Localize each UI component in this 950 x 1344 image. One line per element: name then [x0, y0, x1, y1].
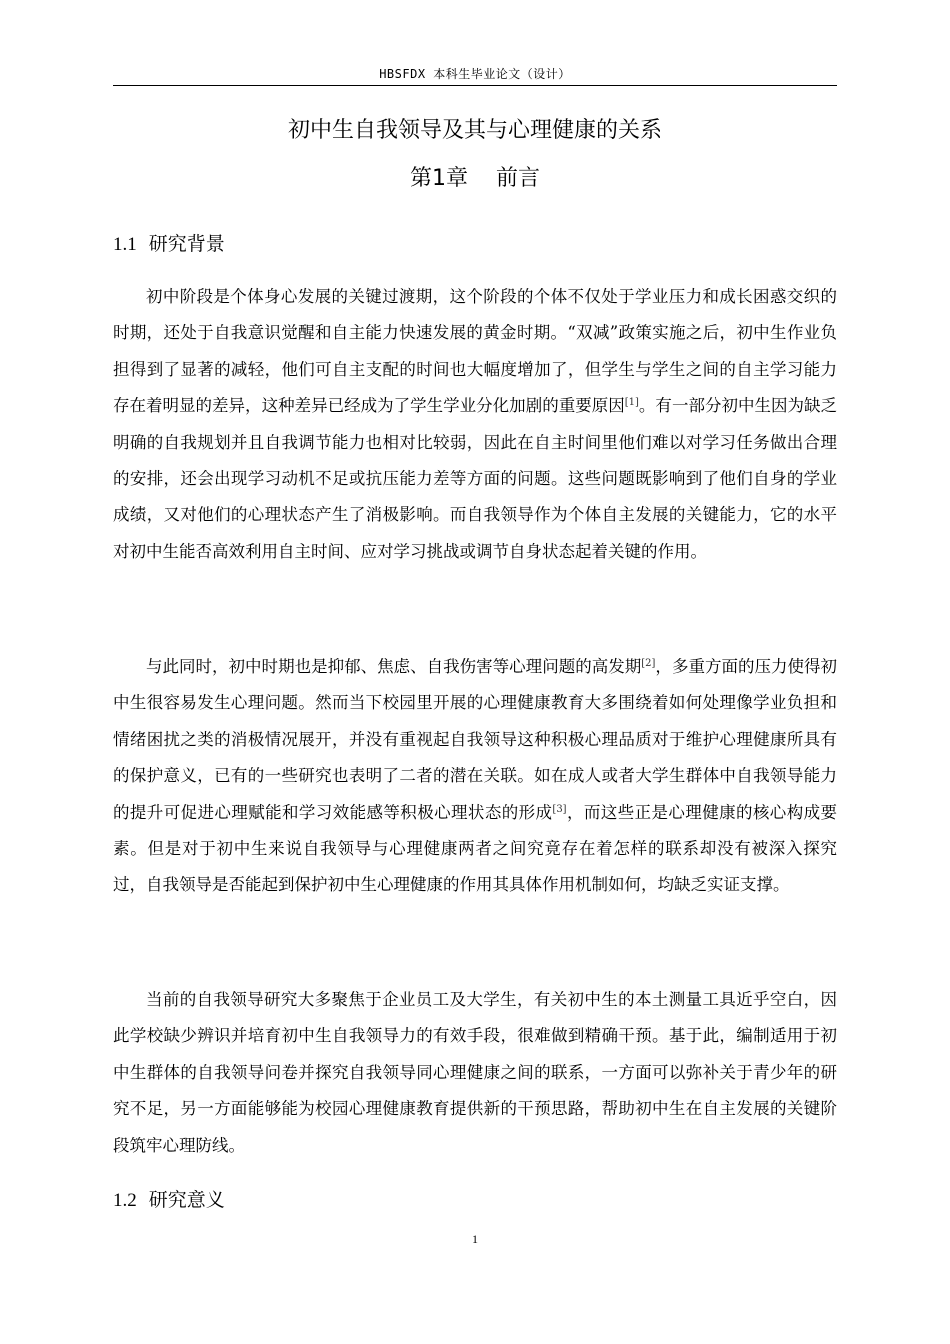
paragraph-2 — [113, 649, 837, 904]
section-title: 研究意义 — [148, 1189, 225, 1211]
section-number: 1.1 — [113, 234, 137, 255]
running-header: HBSFDX 本科生毕业论文（设计） — [379, 67, 571, 81]
chapter-number: 第1章 — [410, 166, 468, 191]
paragraph-text: 。有一部分初中生因为缺乏明确的自我规划并且自我调节能力也相对比较弱，因此在自主时间里他们难以对学习任务做出合理的安排，还会出现学习动机不足或抗压能力差等方面的问题。这些问题既影响到了他们自身的学业成绩，又对他们的心理状态产生了消极影响。而自我领导作为个体自主发展的关键能力，它的水平对初中生能否高效利用自主时间、应对学习挑战或调节自身状态起着关键的作用。 — [113, 396, 838, 561]
chapter-name: 前言 — [495, 166, 540, 191]
header-rule — [113, 85, 837, 86]
paragraph-1 — [113, 279, 837, 570]
paragraph-text: 与此同时，初中时期也是抑郁、焦虑、自我伤害等心理问题的高发期 — [146, 657, 642, 676]
page-number: 1 — [472, 1232, 478, 1246]
citation-3[interactable]: [3] — [552, 803, 567, 815]
paragraph-text: ，而这些正是心理健康的核心构成要素。但是对于初中生来说自我领导与心理健康两者之间究竟存在着怎样的联系却没有被深入探究过，自我领导是否能起到保护初中生心理健康的作用其具体作用机制如何，均缺乏实证支撑。 — [113, 802, 838, 895]
paragraph-3: 当前的自我领导研究大多聚焦于企业员工及大学生，有关初中生的本土测量工具近乎空白，因此学校缺少辨识并培育初中生自我领导力的有效手段，很难做到精确干预。基于此，编制适用于初中生群体的自我领导问卷并探究自我领导同心理健康之间的联系，一方面可以弥补关于青少年的研究不足，另一方面能够能为校园心理健康教育提供新的干预思路，帮助初中生在自主发展的关键阶段筑牢心理防线。 — [113, 990, 837, 1155]
citation-1[interactable]: [1] — [624, 397, 639, 409]
paragraph-text: ，多重方面的压力使得初中生很容易发生心理问题。然而当下校园里开展的心理健康教育大多围绕着如何处理像学业负担和情绪困扰之类的消极情况展开，并没有重视起自我领导这种积极心理品质对于维护心理健康所具有的保护意义，已有的一些研究也表明了二者的潜在关联。如在成人或者大学生群体中自我领导能力的提升可促进心理赋能和学习效能感等积极心理状态的形成 — [113, 657, 838, 822]
section-heading-1-2 — [113, 1187, 225, 1214]
section-number: 1.2 — [113, 1190, 137, 1211]
paragraph-text: 初中阶段是个体身心发展的关键过渡期，这个阶段的个体不仅处于学业压力和成长困惑交织的时期，还处于自我意识觉醒和自主能力快速发展的黄金时期。“双减”政策实施之后，初中生作业负担得到了显著的减轻，他们可自主支配的时间也大幅度增加了，但学生与学生之间的自主学习能力存在着明显的差异，这种差异已经成为了学生学业分化加剧的重要原因 — [113, 287, 837, 416]
thesis-title: 初中生自我领导及其与心理健康的关系 — [287, 118, 662, 143]
section-heading-1-1 — [113, 231, 225, 258]
section-title: 研究背景 — [148, 233, 225, 255]
citation-2[interactable]: [2] — [641, 658, 656, 669]
chapter-title — [113, 164, 837, 194]
